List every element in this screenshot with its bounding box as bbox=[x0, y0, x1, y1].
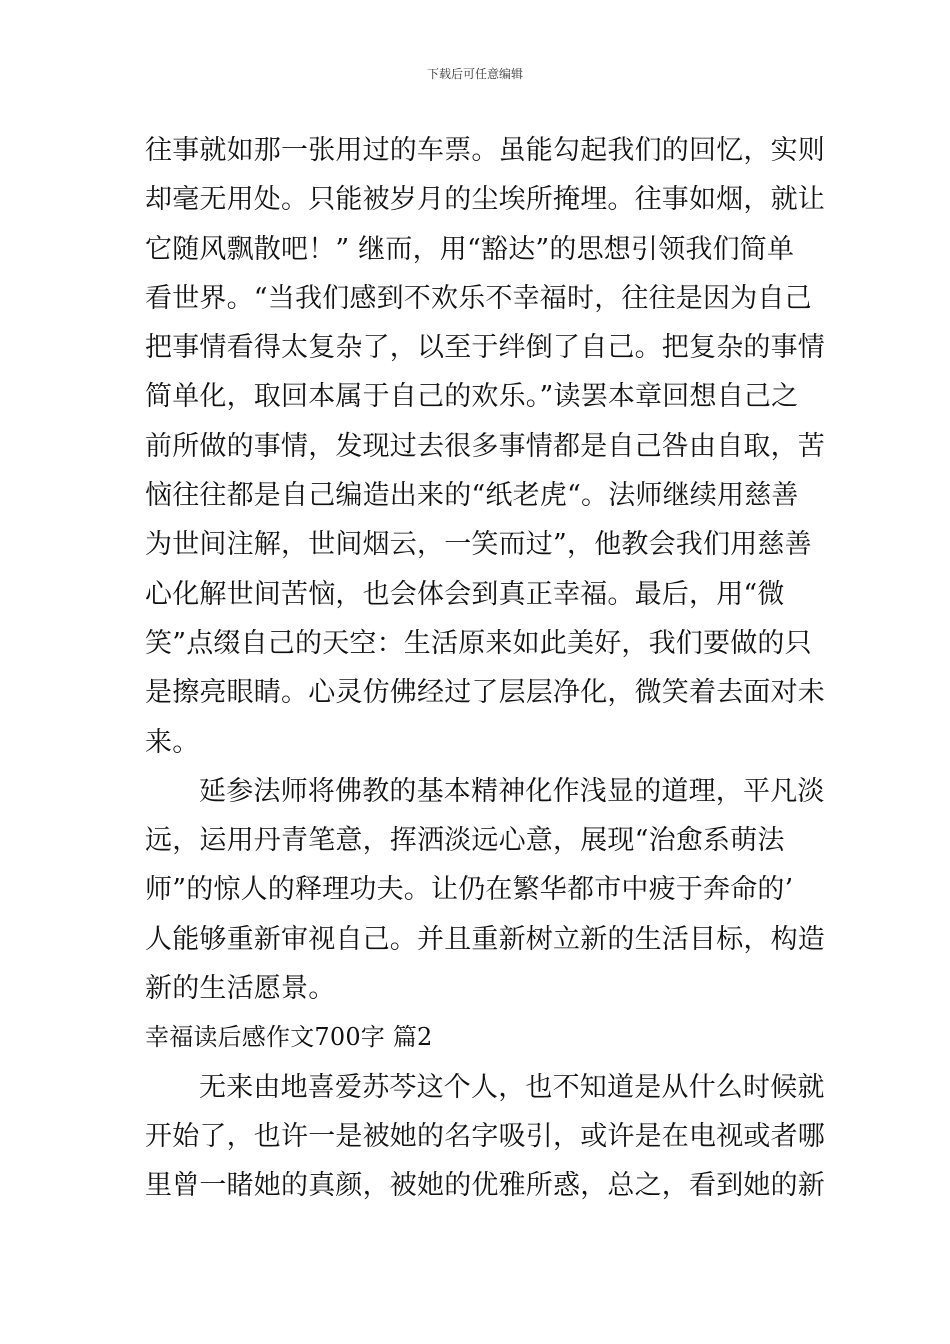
text-line: 往事就如那一张用过的车票。虽能勾起我们的回忆，实则 bbox=[145, 135, 825, 166]
text-line: 来。 bbox=[145, 726, 200, 758]
text-line: 远，运用丹青笔意，挥洒淡远心意，展现“治愈系萌法 bbox=[145, 825, 785, 857]
text-line: 恼往往都是自己编造出来的“纸老虎“。法师继续用慈善 bbox=[145, 480, 799, 512]
text-line: 新的生活愿景。 bbox=[145, 973, 336, 1005]
text-line: 无来由地喜爱苏芩这个人，也不知道是从什么时候就 bbox=[199, 1071, 825, 1103]
text-line: 开始了，也许一是被她的名字吸引，或许是在电视或者哪 bbox=[145, 1120, 825, 1152]
section-heading: 幸福读后感作文700字 篇2 bbox=[145, 1023, 433, 1052]
text-line: 笑”点缀自己的天空：生活原来如此美好，我们要做的只 bbox=[145, 627, 812, 659]
page-header: 下载后可任意编辑 bbox=[426, 67, 523, 81]
text-line: 前所做的事情，发现过去很多事情都是自己咎由自取，苦 bbox=[145, 430, 825, 462]
document-body bbox=[145, 126, 825, 1211]
text-line: 是擦亮眼睛。心灵仿佛经过了层层净化，微笑着去面对未 bbox=[145, 677, 825, 709]
text-line: 把事情看得太复杂了，以至于绊倒了自己。把复杂的事情 bbox=[145, 332, 825, 364]
text-line: 看世界。“当我们感到不欢乐不幸福时，往往是因为自己 bbox=[145, 282, 812, 314]
text-line: 人能够重新审视自己。并且重新树立新的生活目标，构造 bbox=[145, 923, 825, 955]
text-line: 它随风飘散吧！” 继而，用“豁达”的思想引领我们简单 bbox=[145, 233, 795, 265]
text-line: 心化解世间苦恼，也会体会到真正幸福。最后，用“微 bbox=[145, 578, 785, 610]
text-line: 里曾一睹她的真颜，被她的优雅所惑，总之，看到她的新 bbox=[145, 1170, 825, 1202]
text-line: 延参法师将佛教的基本精神化作浅显的道理，平凡淡 bbox=[199, 775, 825, 807]
text-line: 简单化，取回本属于自己的欢乐。”读罢本章回想自己之 bbox=[145, 381, 799, 413]
text-line: 却毫无用处。只能被岁月的尘埃所掩埋。往事如烟，就让 bbox=[145, 184, 825, 216]
text-line: 师”的惊人的释理功夫。让仍在繁华都市中疲于奔命的’ bbox=[145, 874, 794, 906]
text-line: 为世间注解，世间烟云，一笑而过”，他教会我们用慈善 bbox=[145, 529, 812, 561]
